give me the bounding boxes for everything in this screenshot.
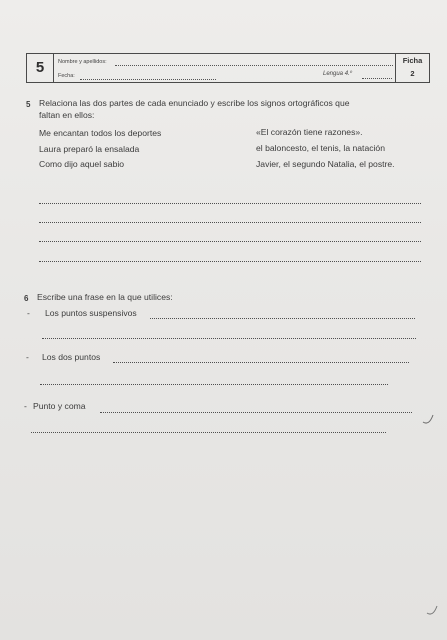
exercise-5-instruction-line2: faltan en ellos: (39, 110, 95, 120)
bullet-1: - (27, 308, 30, 318)
item-label-1: Los puntos suspensivos (45, 308, 137, 318)
exercise-6-instruction: Escribe una frase en la que utilices: (37, 292, 173, 302)
left-item-3: Como dijo aquel sabio (39, 159, 125, 169)
exercise-5-instruction-line1: Relaciona las dos partes de cada enunciado y escribe los signos ortográficos que (39, 98, 350, 108)
answer-line-6-2b[interactable] (40, 384, 388, 385)
exercise-6-number: 6 (24, 294, 29, 303)
answer-line-6-1b[interactable] (42, 338, 416, 339)
ficha-label: Ficha (402, 56, 423, 65)
answer-line-5-4[interactable] (39, 261, 421, 262)
ficha-box (395, 54, 429, 82)
answer-line-5-2[interactable] (39, 222, 421, 223)
pencil-mark-bottom (425, 604, 441, 618)
item-label-2: Los dos puntos (42, 352, 101, 362)
answer-line-6-2a[interactable] (113, 362, 409, 363)
date-label: Fecha: (58, 73, 75, 79)
bullet-2: - (26, 352, 29, 362)
answer-line-6-3b[interactable] (31, 432, 386, 433)
answer-line-5-1[interactable] (39, 203, 421, 204)
header-box (26, 53, 430, 83)
right-item-1: «El corazón tiene razones». (256, 127, 363, 137)
date-field[interactable] (80, 79, 216, 80)
subject-field[interactable] (362, 78, 392, 79)
right-item-3: Javier, el segundo Natalia, el postre. (256, 159, 395, 169)
unit-number: 5 (27, 54, 54, 82)
answer-line-6-3a[interactable] (100, 412, 412, 413)
answer-line-6-1a[interactable] (150, 318, 415, 319)
bullet-3: - (24, 401, 27, 411)
exercise-5-number: 5 (26, 100, 31, 109)
left-item-2: Laura preparó la ensalada (39, 144, 140, 154)
name-field[interactable] (115, 65, 393, 66)
right-item-2: el baloncesto, el tenis, la natación (256, 143, 385, 153)
name-label: Nombre y apellidos: (58, 59, 107, 65)
left-item-1: Me encantan todos los deportes (39, 128, 162, 138)
subject-label: Lengua 4.º (323, 71, 352, 77)
pencil-mark (421, 413, 437, 427)
ficha-number: 2 (410, 69, 415, 78)
item-label-3: Punto y coma (33, 401, 86, 411)
answer-line-5-3[interactable] (39, 241, 421, 242)
